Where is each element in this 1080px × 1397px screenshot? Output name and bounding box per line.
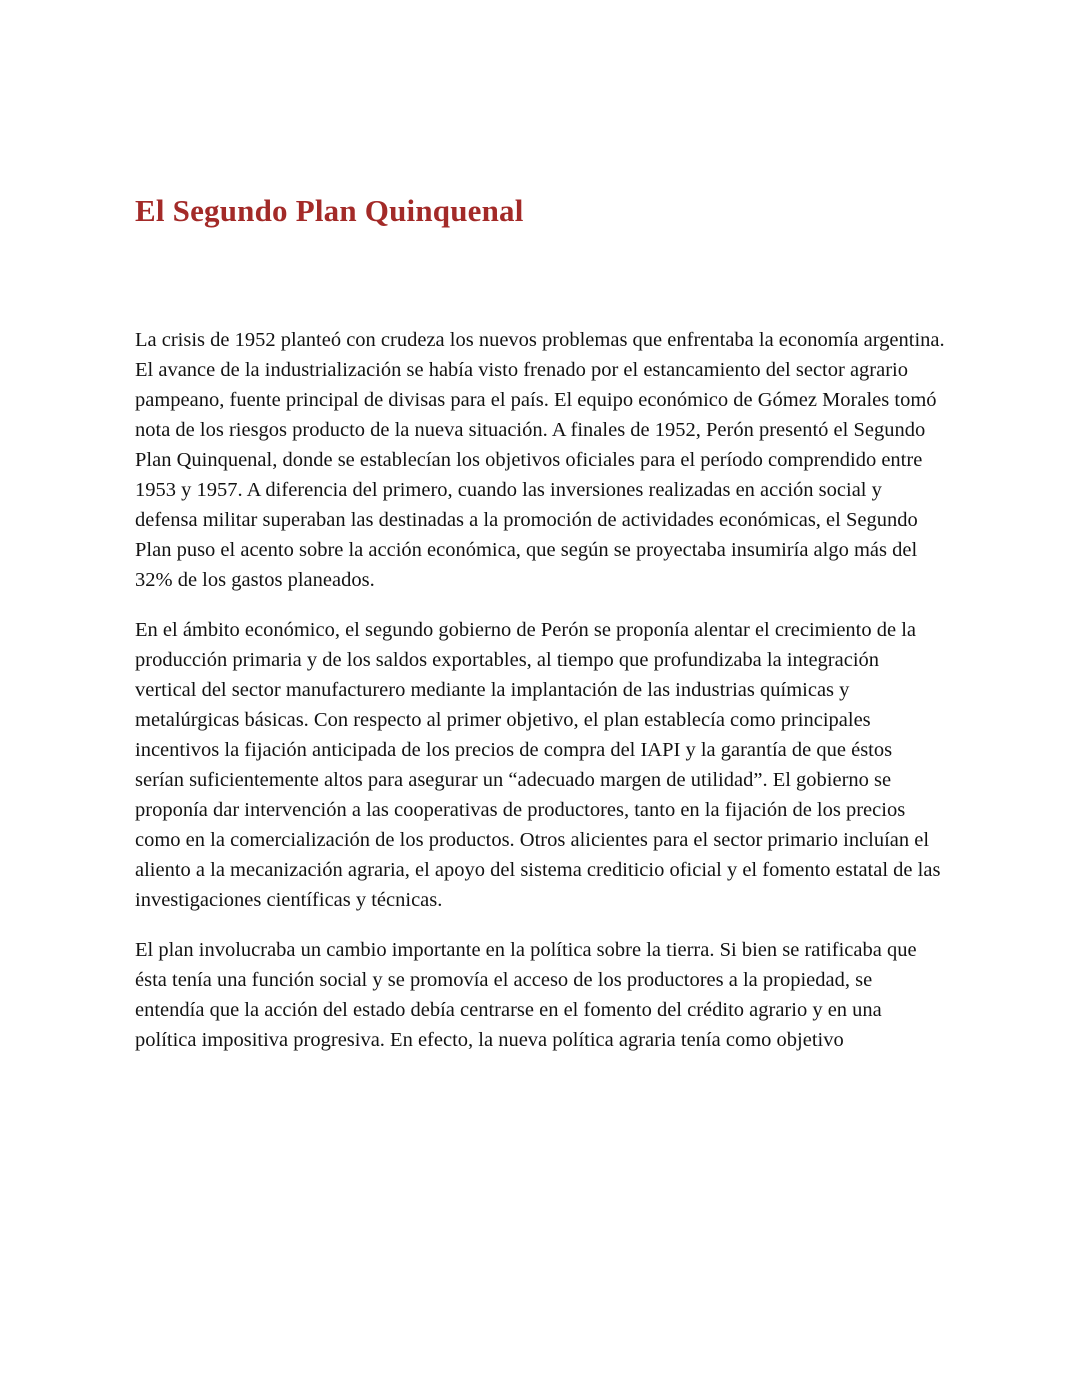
paragraph-2: En el ámbito económico, el segundo gobierno de Perón se proponía alentar el crecimiento de la producción primaria y de los saldos exportables, al tiempo que profundizaba la integración vertical del sector manufacturero mediante la implantación de las industrias químicas y metalúrgicas básicas. Con respecto al primer objetivo, el plan establecía como principales incentivos la fijación anticipada de los precios de compra del IAPI y la garantía de que éstos serían suficientemente altos para asegurar un “adecuado margen de utilidad”. El gobierno se proponía dar intervención a las cooperativas de productores, tanto en la fijación de los precios como en la comercialización de los productos. Otros alicientes para el sector primario incluían el aliento a la mecanización agraria, el apoyo del sistema crediticio oficial y el fomento estatal de las investigaciones científicas y técnicas. xyxy=(135,619,941,912)
page-title: El Segundo Plan Quinquenal xyxy=(135,193,524,228)
paragraph-1: La crisis de 1952 planteó con crudeza los nuevos problemas que enfrentaba la economía argentina. El avance de la industrialización se había visto frenado por el estancamiento del sector agrario pampeano, fuente principal de divisas para el país. El equipo económico de Gómez Morales tomó nota de los riesgos producto de la nueva situación. A finales de 1952, Perón presentó el Segundo Plan Quinquenal, donde se establecían los objetivos oficiales para el período comprendido entre 1953 y 1957. A diferencia del primero, cuando las inversiones realizadas en acción social y defensa militar superaban las destinadas a la promoción de actividades económicas, el Segundo Plan puso el acento sobre la acción económica, que según se proyectaba insumiría algo más del 32% de los gastos planeados. xyxy=(135,329,945,592)
paragraph-3: El plan involucraba un cambio importante en la política sobre la tierra. Si bien se ratificaba que ésta tenía una función social y se promovía el acceso de los productores a la propiedad, se entendía que la acción del estado debía centrarse en el fomento del crédito agrario y en una política impositiva progresiva. En efecto, la nueva política agraria tenía como objetivo xyxy=(135,939,917,1052)
document-content xyxy=(135,0,945,1075)
